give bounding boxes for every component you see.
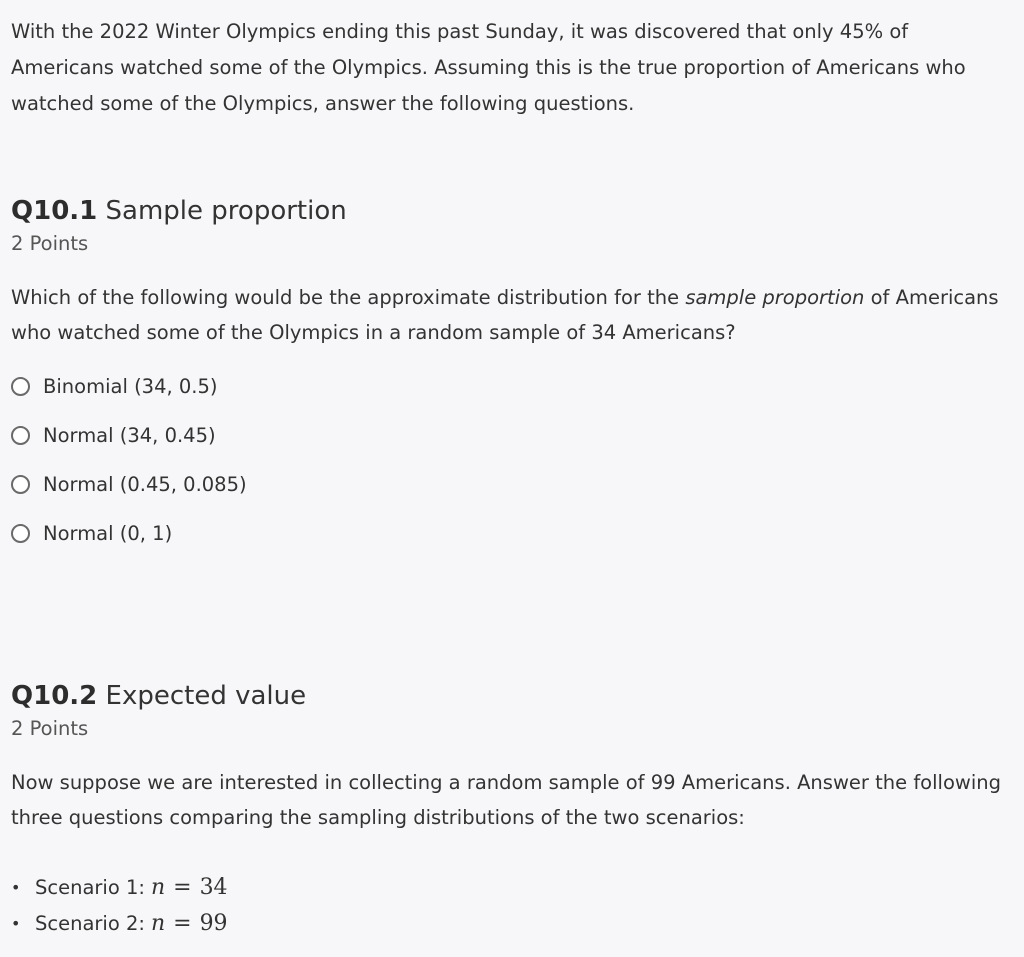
bullet-icon: • [11, 913, 21, 933]
math-value: 99 [199, 910, 228, 936]
answer-option[interactable] [11, 509, 247, 558]
math-variable: n [150, 910, 166, 936]
scenario-label: Scenario 2: [35, 911, 145, 935]
option-label: Normal (0, 1) [43, 522, 173, 545]
answer-option[interactable] [11, 411, 247, 460]
question-points: 2 Points [11, 232, 89, 255]
question-number: Q10.2 [11, 681, 98, 711]
question-title: Sample proportion [105, 196, 347, 226]
question-points: 2 Points [11, 717, 89, 740]
option-label: Normal (34, 0.45) [43, 424, 216, 447]
radio-button[interactable] [11, 475, 30, 494]
math-equals: = [173, 910, 192, 936]
answer-option[interactable] [11, 362, 247, 411]
scenario-item [11, 905, 228, 941]
answer-options [11, 362, 247, 558]
question-number: Q10.1 [11, 196, 98, 226]
scenario-item [11, 869, 228, 905]
scenario-label: Scenario 1: [35, 875, 145, 899]
option-label: Normal (0.45, 0.085) [43, 473, 247, 496]
bullet-icon: • [11, 877, 21, 897]
question-heading-10-1 [11, 195, 347, 227]
math-variable: n [150, 874, 166, 900]
radio-button[interactable] [11, 426, 30, 445]
question-heading-10-2 [11, 680, 306, 712]
prompt-text: of Americans who watched some of the Olympics in a random sample of 34 Americans? [11, 286, 999, 344]
scenario-list [11, 869, 228, 941]
radio-button[interactable] [11, 377, 30, 396]
question-title: Expected value [105, 681, 307, 711]
question-prompt-10-2: Now suppose we are interested in collecting a random sample of 99 Americans. Answer the following three questions comparing the sampling distributions of the two scenarios: [11, 771, 1001, 829]
radio-button[interactable] [11, 524, 30, 543]
question-intro: With the 2022 Winter Olympics ending this past Sunday, it was discovered that only 45% of Americans watched some of the Olympics. Assuming this is the true proportion of Americans who watched some of the Olympics, answer the following questions. [11, 20, 966, 115]
prompt-text: Which of the following would be the approximate distribution for the [11, 286, 686, 309]
prompt-emphasis: sample proportion [685, 286, 865, 309]
math-equals: = [173, 874, 192, 900]
option-label: Binomial (34, 0.5) [43, 375, 218, 398]
question-prompt-10-1 [11, 280, 1001, 350]
answer-option[interactable] [11, 460, 247, 509]
math-value: 34 [199, 874, 228, 900]
